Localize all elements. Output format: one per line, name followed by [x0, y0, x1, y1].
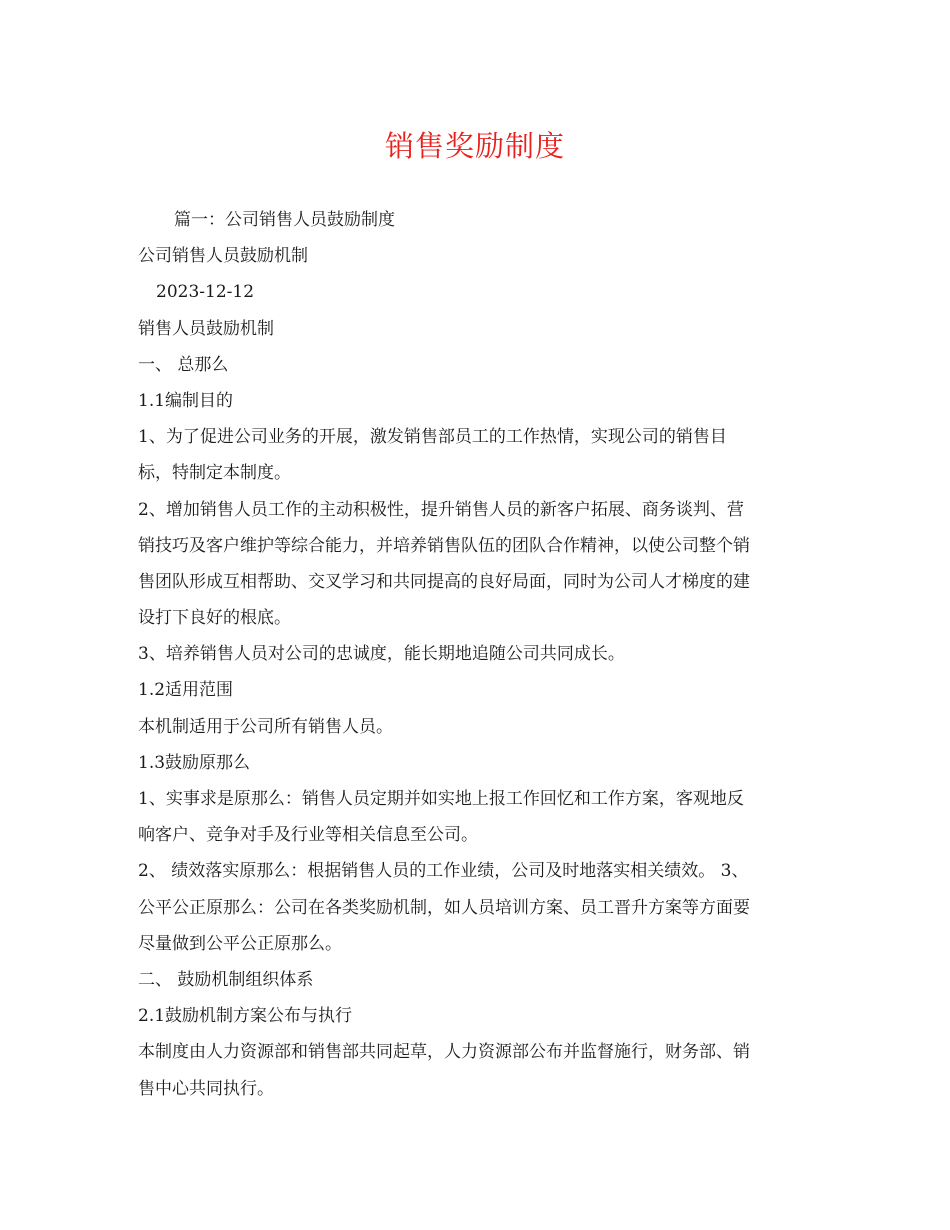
document-title: 销售奖励制度	[384, 129, 565, 163]
section-heading: 二、 鼓励机制组织体系	[138, 969, 314, 990]
text-line: 售团队形成互相帮助、交叉学习和共同提高的良好局面，同时为公司人才梯度的建	[138, 571, 750, 592]
text-line: 设打下良好的根底。	[138, 608, 291, 629]
document-body	[138, 202, 818, 1107]
text-line: 1、为了促进公司业务的开展，激发销售部员工的工作热情，实现公司的销售目	[138, 427, 727, 448]
text-line: 尽量做到公平公正原那么。	[138, 933, 342, 954]
text-line: 本制度由人力资源部和销售部共同起草，人力资源部公布并监督施行，财务部、销	[138, 1042, 750, 1063]
text-line: 销技巧及客户维护等综合能力，并培养销售队伍的团队合作精神，以使公司整个销	[138, 535, 750, 556]
text-line: 销售人员鼓励机制	[138, 318, 274, 339]
section-heading: 一、 总那么	[138, 354, 229, 375]
text-line: 公平公正原那么：公司在各类奖励机制，如人员培训方案、员工晋升方案等方面要	[138, 897, 750, 918]
section-heading: 篇一：公司销售人员鼓励制度	[174, 210, 395, 230]
subsection-heading: 2.1鼓励机制方案公布与执行	[138, 1006, 353, 1027]
subsection-heading: 1.3鼓励原那么	[138, 752, 251, 773]
text-line: 售中心共同执行。	[138, 1078, 274, 1099]
subsection-heading: 1.2适用范围	[138, 680, 234, 701]
text-line: 2、 绩效落实原那么：根据销售人员的工作业绩，公司及时地落实相关绩效。 3、	[138, 861, 749, 882]
text-line: 标，特制定本制度。	[138, 463, 291, 484]
text-line: 响客户、竞争对手及行业等相关信息至公司。	[138, 825, 478, 846]
text-line: 2、增加销售人员工作的主动积极性，提升销售人员的新客户拓展、商务谈判、营	[138, 499, 744, 520]
date-line: 2023-12-12	[156, 282, 255, 303]
text-line: 公司销售人员鼓励机制	[138, 246, 308, 267]
subsection-heading: 1.1编制目的	[138, 390, 234, 411]
text-line: 本机制适用于公司所有销售人员。	[138, 716, 393, 737]
text-line: 1、实事求是原那么：销售人员定期并如实地上报工作回忆和工作方案，客观地反	[138, 789, 744, 809]
text-line: 3、培养销售人员对公司的忠诚度，能长期地追随公司共同成长。	[138, 644, 625, 665]
